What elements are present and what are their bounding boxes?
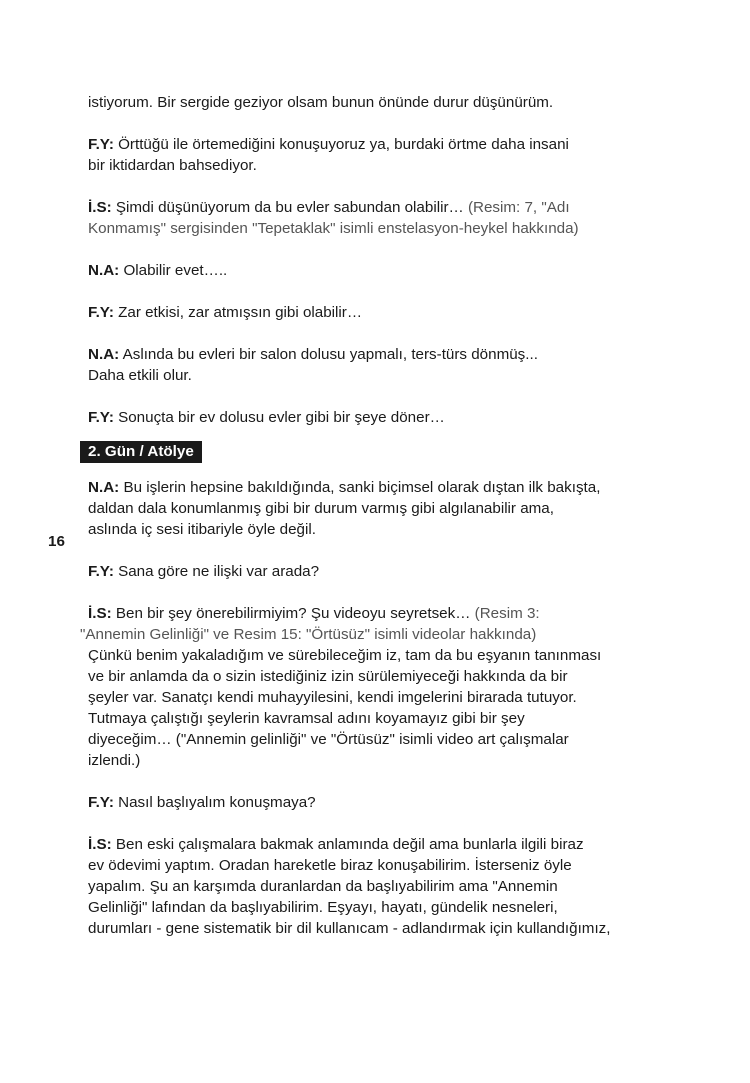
page-number: 16 <box>48 533 65 550</box>
text-line: izlendi.) <box>88 752 141 769</box>
text-line: İ.S: Şimdi düşünüyorum da bu evler sabundan olabilir… (Resim: 7, "Adı <box>88 199 570 216</box>
image-reference-note: (Resim 3: <box>474 605 540 622</box>
dialogue-paragraph <box>88 834 668 939</box>
text-line: F.Y: Sana göre ne ilişki var arada? <box>88 563 320 580</box>
text-line: ve bir anlamda da o sizin istediğiniz izin sürülemiyeceği hakkında da bir <box>88 668 568 685</box>
text-line: Gelinliği" lafından da başlıyabilirim. Eşyayı, hayatı, gündelik nesneleri, <box>88 899 558 916</box>
image-reference-note: (Resim: 7, "Adı <box>467 199 570 216</box>
dialogue-paragraph <box>88 792 668 813</box>
speaker-label: F.Y: <box>88 794 114 811</box>
text-line: aslında iç sesi itibariyle öyle değil. <box>88 521 316 538</box>
text-line: F.Y: Zar etkisi, zar atmışsın gibi olabilir… <box>88 304 363 321</box>
dialogue-paragraph <box>88 260 668 281</box>
text-line: N.A: Aslında bu evleri bir salon dolusu yapmalı, ters-türs dönmüş... <box>88 346 538 363</box>
text-line: durumları - gene sistematik bir dil kullanıcam - adlandırmak için kullandığımız, <box>88 920 611 937</box>
speaker-label: N.A: <box>88 479 120 496</box>
dialogue-paragraph <box>88 302 668 323</box>
text-line: daldan dala konumlanmış gibi bir durum varmış gibi algılanabilir ama, <box>88 500 554 517</box>
dialogue-paragraph <box>88 134 668 176</box>
document-body <box>80 92 668 960</box>
dialogue-paragraph <box>88 197 668 239</box>
text-line: yapalım. Şu an karşımda duranlardan da başlıyabilirim ama "Annemin <box>88 878 558 895</box>
section-heading: 2. Gün / Atölye <box>80 441 202 463</box>
text-line: İ.S: Ben eski çalışmalara bakmak anlamında değil ama bunlarla ilgili biraz <box>88 836 584 853</box>
image-reference-note: "Annemin Gelinliği" ve Resim 15: "Örtüsüz" isimli videolar hakkında) <box>80 626 537 643</box>
text-line: İ.S: Ben bir şey önerebilirmiyim? Şu videoyu seyretsek… (Resim 3: <box>88 605 540 622</box>
text-line: Tutmaya çalıştığı şeylerin kavramsal adını koyamayız gibi bir şey <box>88 710 525 727</box>
text-line: bir iktidardan bahsediyor. <box>88 157 257 174</box>
dialogue-paragraph <box>88 477 668 540</box>
dialogue-paragraph <box>88 407 668 428</box>
speaker-label: F.Y: <box>88 563 114 580</box>
image-reference-note: Konmamış" sergisinden "Tepetaklak" isimli enstelasyon-heykel hakkında) <box>88 220 579 237</box>
text-line: N.A: Olabilir evet….. <box>88 262 228 279</box>
text-line: N.A: Bu işlerin hepsine bakıldığında, sanki biçimsel olarak dıştan ilk bakışta, <box>88 479 601 496</box>
text-line: F.Y: Sonuçta bir ev dolusu evler gibi bir şeye döner… <box>88 409 445 426</box>
text-line: F.Y: Nasıl başlıyalım konuşmaya? <box>88 794 316 811</box>
dialogue-paragraph <box>88 92 668 113</box>
dialogue-paragraph <box>88 344 668 386</box>
text-line: şeyler var. Sanatçı kendi muhayyilesini, kendi imgelerini birarada tutuyor. <box>88 689 577 706</box>
dialogue-paragraph <box>80 603 668 771</box>
speaker-label: N.A: <box>88 346 120 363</box>
speaker-label: F.Y: <box>88 136 114 153</box>
speaker-label: N.A: <box>88 262 120 279</box>
text-line: ev ödevimi yaptım. Oradan hareketle biraz konuşabilirim. İsterseniz öyle <box>88 857 572 874</box>
text-line: F.Y: Örttüğü ile örtemediğini konuşuyoruz ya, burdaki örtme daha insani <box>88 136 569 153</box>
text-line: diyeceğim… ("Annemin gelinliği" ve "Örtüsüz" isimli video art çalışmalar <box>88 731 569 748</box>
speaker-label: F.Y: <box>88 409 114 426</box>
speaker-label: İ.S: <box>88 199 112 216</box>
dialogue-paragraph <box>88 561 668 582</box>
speaker-label: F.Y: <box>88 304 114 321</box>
text-line: Çünkü benim yakaladığım ve sürebileceğim iz, tam da bu eşyanın tanınması <box>88 647 602 664</box>
speaker-label: İ.S: <box>88 605 112 622</box>
text-line: istiyorum. Bir sergide geziyor olsam bunun önünde durur düşünürüm. <box>88 94 554 111</box>
text-line: Daha etkili olur. <box>88 367 192 384</box>
speaker-label: İ.S: <box>88 836 112 853</box>
